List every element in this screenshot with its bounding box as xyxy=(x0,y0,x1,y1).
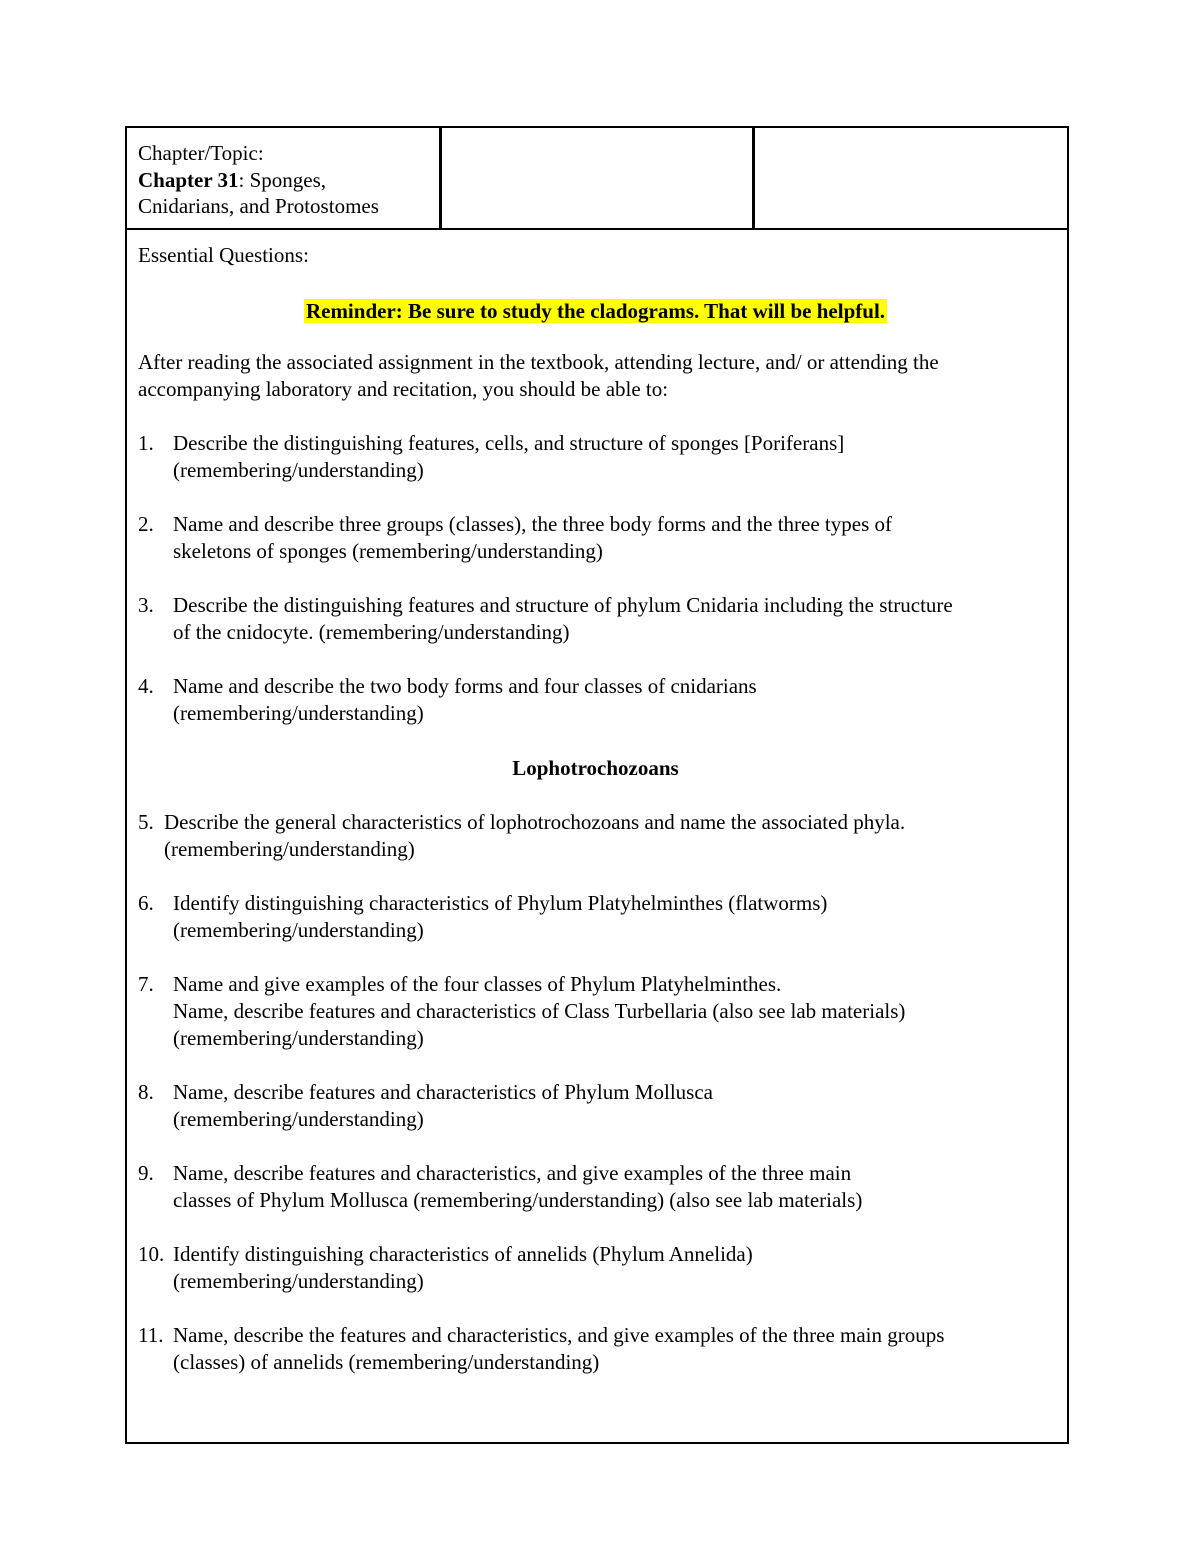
item-line: (remembering/understanding) xyxy=(173,1107,424,1131)
intro-line: After reading the associated assignment in the textbook, attending lecture, and/ or attending the xyxy=(138,350,939,374)
item-number: 2. xyxy=(138,512,154,536)
blank-header-cell xyxy=(755,128,1067,228)
study-guide-table xyxy=(125,126,1069,1444)
list-item xyxy=(138,971,1053,1052)
item-line: (classes) of annelids (remembering/understanding) xyxy=(173,1350,600,1374)
item-line: Identify distinguishing characteristics of Phylum Platyhelminthes (flatworms) xyxy=(173,891,828,915)
section-heading: Lophotrochozoans xyxy=(512,756,679,780)
item-line: Name, describe the features and characteristics, and give examples of the three main groups xyxy=(173,1323,945,1347)
list-item xyxy=(138,1079,1053,1133)
chapter-title-line xyxy=(138,167,439,194)
item-line: (remembering/understanding) xyxy=(173,918,424,942)
item-line: (remembering/understanding) xyxy=(173,701,424,725)
list-item xyxy=(138,673,1053,727)
item-line: Name, describe features and characteristics, and give examples of the three main xyxy=(173,1161,852,1185)
reminder-highlight: Reminder: Be sure to study the cladograms. That will be helpful. xyxy=(305,299,886,323)
item-number: 4. xyxy=(138,674,154,698)
chapter-title-rest: : Sponges, xyxy=(238,167,327,192)
reminder-line xyxy=(138,298,1053,325)
intro-paragraph xyxy=(138,349,1053,403)
item-line: Identify distinguishing characteristics of annelids (Phylum Annelida) xyxy=(173,1242,753,1266)
item-line: Describe the distinguishing features and structure of phylum Cnidaria including the structure xyxy=(173,593,953,617)
blank-header-cell xyxy=(442,128,755,228)
item-number: 11. xyxy=(138,1323,164,1347)
intro-line: accompanying laboratory and recitation, you should be able to: xyxy=(138,377,669,401)
table-header-row xyxy=(127,128,1067,230)
item-line: classes of Phylum Mollusca (remembering/understanding) (also see lab materials) xyxy=(173,1188,863,1212)
essential-questions-label: Essential Questions: xyxy=(138,243,309,267)
item-line: (remembering/understanding) xyxy=(173,458,424,482)
item-line: Name and give examples of the four classes of Phylum Platyhelminthes. xyxy=(173,972,782,996)
list-item xyxy=(138,890,1053,944)
item-line: Name, describe features and characteristics of Phylum Mollusca xyxy=(173,1080,713,1104)
essential-questions-cell xyxy=(138,242,1053,1376)
item-number: 10. xyxy=(138,1242,165,1266)
item-number: 1. xyxy=(138,431,154,455)
item-line: Describe the distinguishing features, cells, and structure of sponges [Poriferans] xyxy=(173,431,845,455)
item-line: of the cnidocyte. (remembering/understanding) xyxy=(173,620,570,644)
item-line: Name and describe three groups (classes), the three body forms and the three types of xyxy=(173,512,892,536)
item-number: 7. xyxy=(138,972,154,996)
item-line: Name and describe the two body forms and four classes of cnidarians xyxy=(173,674,757,698)
item-number: 6. xyxy=(138,891,154,915)
item-number: 3. xyxy=(138,593,154,617)
list-item xyxy=(138,1160,1053,1214)
list-item xyxy=(138,592,1053,646)
list-item xyxy=(138,809,1053,863)
list-item xyxy=(138,511,1053,565)
list-item xyxy=(138,1241,1053,1295)
item-line: skeletons of sponges (remembering/understanding) xyxy=(173,539,603,563)
chapter-title-line-2: Cnidarians, and Protostomes xyxy=(138,194,379,218)
item-number: 5. xyxy=(138,810,154,834)
item-line: Describe the general characteristics of lophotrochozoans and name the associated phyla. xyxy=(164,810,906,834)
item-line: (remembering/understanding) xyxy=(173,1026,424,1050)
chapter-topic-cell xyxy=(127,128,442,228)
item-line: (remembering/understanding) xyxy=(164,837,415,861)
item-line: Name, describe features and characteristics of Class Turbellaria (also see lab materials) xyxy=(173,999,906,1023)
item-number: 9. xyxy=(138,1161,154,1185)
item-number: 8. xyxy=(138,1080,154,1104)
item-line: (remembering/understanding) xyxy=(173,1269,424,1293)
list-item xyxy=(138,430,1053,484)
list-item xyxy=(138,1322,1053,1376)
topic-label: Chapter/Topic: xyxy=(138,141,264,165)
chapter-number: Chapter 31 xyxy=(138,167,239,192)
